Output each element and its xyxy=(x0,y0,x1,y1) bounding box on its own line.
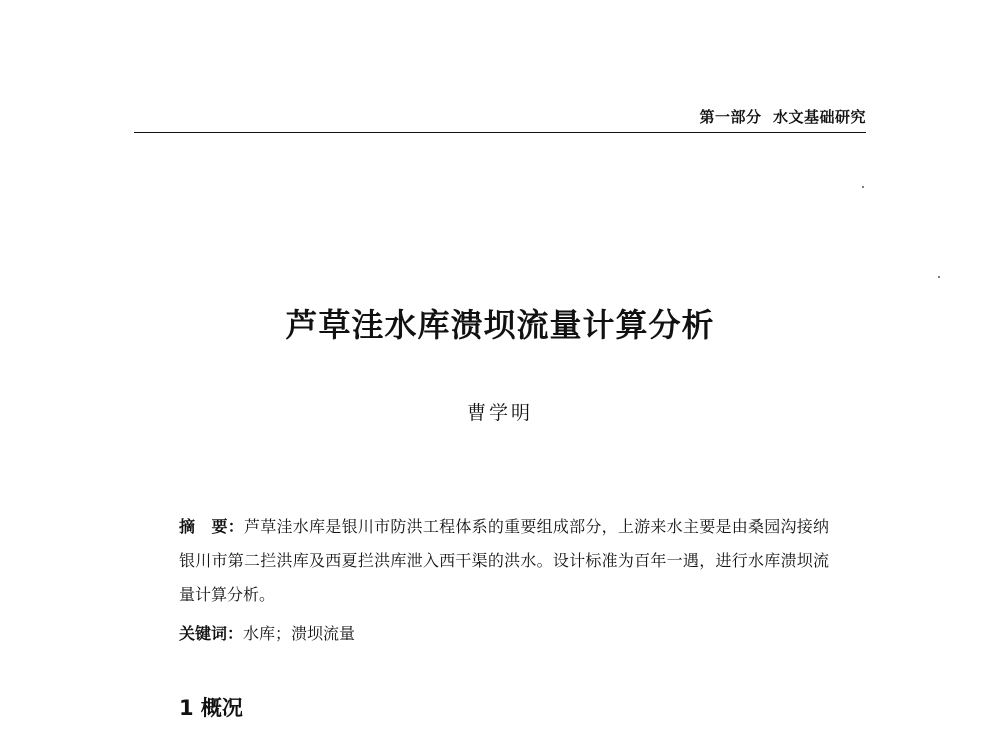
scan-speck xyxy=(862,186,864,188)
section-heading: 1 概况 xyxy=(179,696,243,720)
article-author: 曹学明 xyxy=(466,402,533,424)
keywords-block xyxy=(179,620,355,648)
article-title: 芦草洼水库溃坝流量计算分析 xyxy=(285,306,715,344)
keywords-text: 水库；溃坝流量 xyxy=(243,624,356,643)
keywords-label: 关键词： xyxy=(179,624,244,643)
scan-speck xyxy=(938,276,940,278)
header-rule xyxy=(134,132,866,133)
abstract-block xyxy=(179,510,829,612)
running-header: 第一部分 水文基础研究 xyxy=(699,108,866,126)
abstract-text: 芦草洼水库是银川市防洪工程体系的重要组成部分，上游来水主要是由桑园沟接纳银川市第二拦洪库及西夏拦洪库泄入西干渠的洪水。设计标准为百年一遇，进行水库溃坝流量计算分析。 xyxy=(179,517,829,604)
abstract-label: 摘 要： xyxy=(179,517,245,536)
